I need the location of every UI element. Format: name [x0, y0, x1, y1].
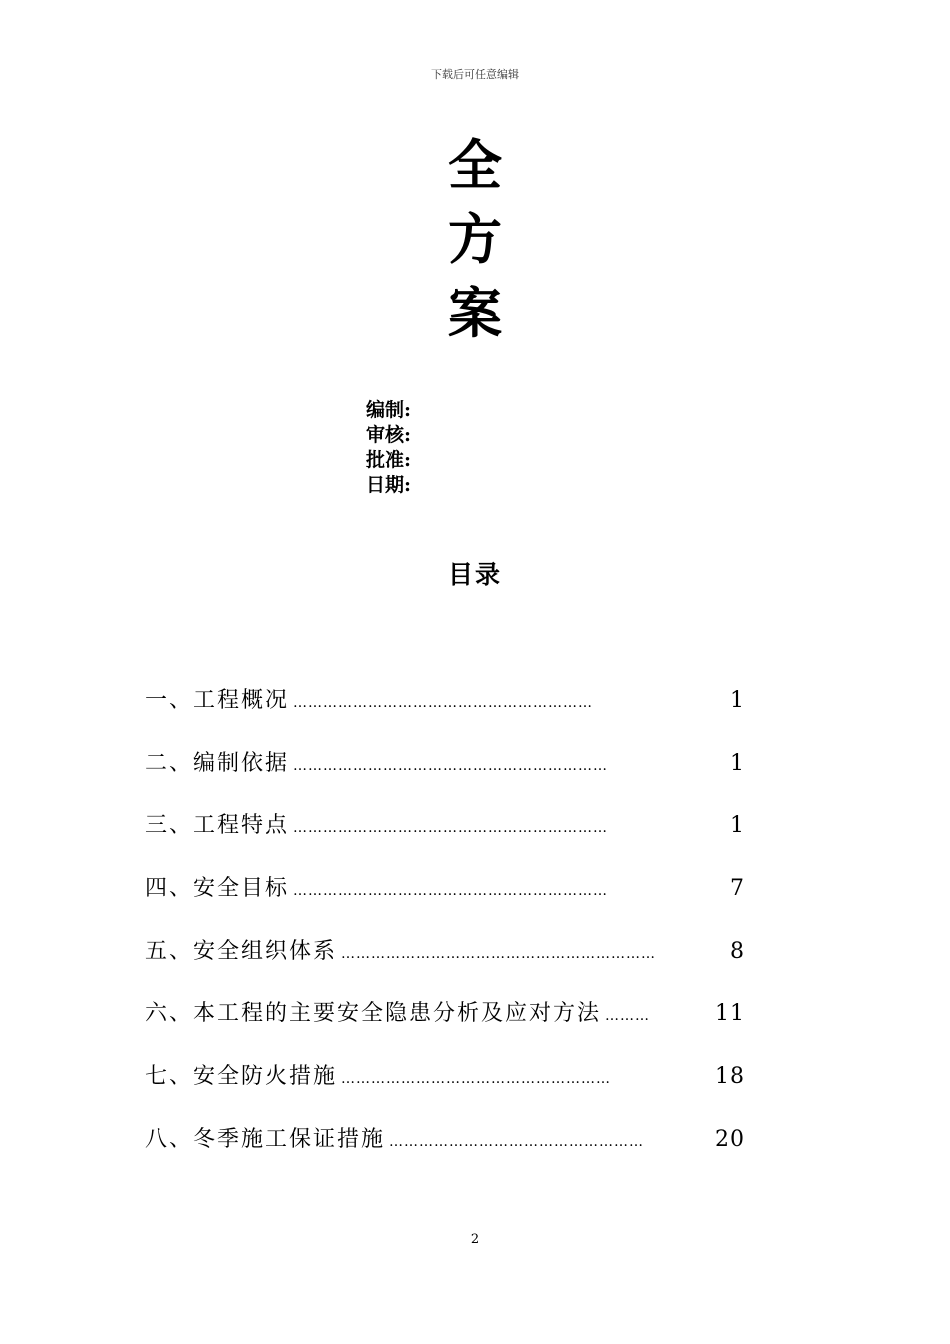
- date-label: 日期:: [366, 474, 412, 496]
- toc-entry[interactable]: [145, 1059, 745, 1122]
- review-label: 审核:: [366, 424, 412, 446]
- toc-entry-page: 1: [730, 750, 745, 776]
- title-char: 案: [448, 281, 502, 345]
- toc-leader-dots: ……………………………………………………: [293, 695, 594, 711]
- toc-entry-label: 七、安全防火措施: [145, 1064, 338, 1090]
- page-header-note: 下载后可任意编辑: [431, 68, 519, 81]
- toc-leader-dots: ………………………………………………………: [293, 820, 609, 837]
- document-title: [443, 128, 507, 350]
- toc-entry-label: 二、编制依据: [145, 750, 290, 776]
- toc-entry-page: 1: [730, 688, 745, 713]
- toc-title: 目录: [447, 560, 502, 589]
- toc-entry[interactable]: [145, 808, 745, 871]
- page-number: 2: [470, 1232, 480, 1247]
- toc-entry-page: 1: [730, 813, 745, 839]
- toc-entry-page: 8: [730, 938, 745, 964]
- toc-entry-page: 18: [715, 1064, 745, 1090]
- toc-leader-dots: ………………………………………………………: [293, 757, 609, 774]
- approve-label: 批准:: [366, 449, 412, 471]
- toc-entry[interactable]: [145, 934, 745, 997]
- toc-entry[interactable]: [145, 746, 745, 809]
- title-char: 全: [448, 133, 502, 197]
- toc-leader-dots: ………………………………………………: [341, 1071, 612, 1088]
- toc-leader-dots: ………………………………………………………: [341, 945, 657, 962]
- toc-leader-dots: ………………………………………………………: [293, 883, 609, 900]
- compile-label: 编制:: [366, 399, 412, 421]
- toc-entry-label: 一、工程概况: [145, 688, 290, 713]
- toc-entry-page: 20: [715, 1126, 745, 1152]
- toc-entry-page: 7: [730, 876, 745, 902]
- title-char: 方: [448, 207, 502, 271]
- toc-entry-label: 五、安全组织体系: [145, 938, 338, 964]
- toc-entry-label: 六、本工程的主要安全隐患分析及应对方法: [145, 1001, 602, 1027]
- toc-entry-label: 三、工程特点: [145, 813, 290, 839]
- toc-entry[interactable]: [145, 871, 745, 934]
- toc-entry[interactable]: [145, 996, 745, 1059]
- toc-leader-dots: ………: [605, 1008, 651, 1025]
- toc-entry[interactable]: [145, 683, 745, 746]
- toc-entry-label: 八、冬季施工保证措施: [145, 1126, 386, 1152]
- table-of-contents: [145, 683, 745, 1185]
- toc-entry[interactable]: [145, 1122, 745, 1185]
- toc-entry-label: 四、安全目标: [145, 876, 290, 902]
- toc-entry-page: 11: [715, 1001, 745, 1027]
- signature-block: [366, 398, 411, 498]
- toc-leader-dots: ……………………………………………: [389, 1133, 645, 1150]
